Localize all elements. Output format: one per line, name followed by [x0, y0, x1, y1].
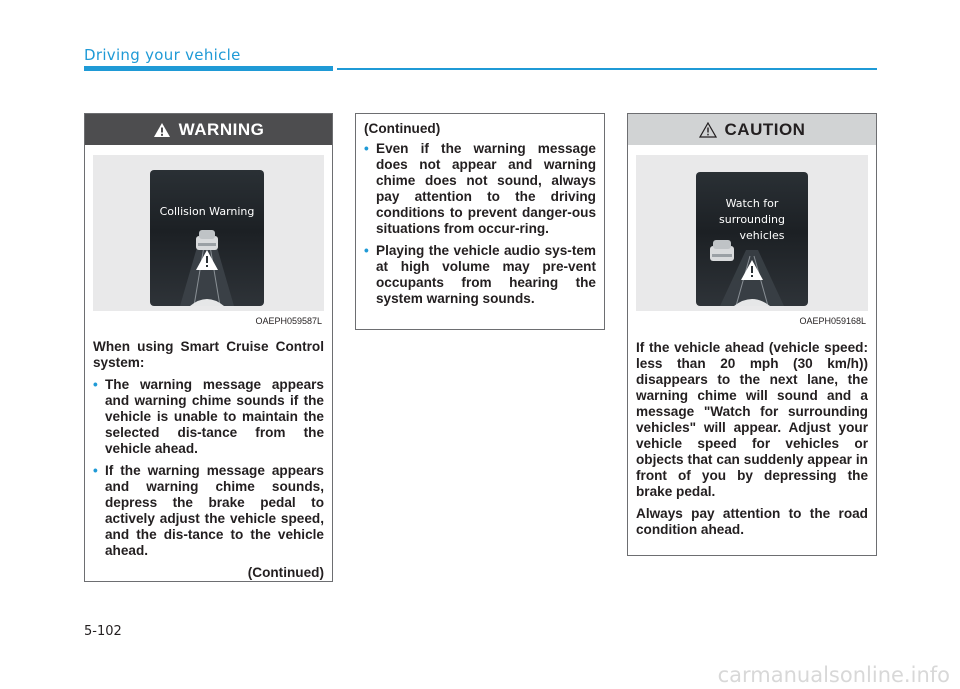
continued-bullet-list [364, 141, 596, 307]
watch-vehicles-figure [636, 155, 868, 326]
lane-scene-illustration [696, 172, 808, 306]
watermark: carmanualsonline.info [717, 663, 950, 687]
collision-warning-figure [93, 155, 324, 326]
list-item: • Playing the vehicle audio sys-tem at high volume may pre-vent occupants from hearing the system warning sounds. [364, 243, 596, 307]
continued-content [356, 114, 604, 307]
figure-code: OAEPH059587L [255, 316, 322, 326]
warning-title: WARNING [178, 119, 265, 139]
caution-box [627, 113, 877, 556]
caution-triangle-icon [699, 122, 717, 138]
cluster-display [696, 172, 808, 306]
list-item: • If the warning message appears and warning chime sounds, depress the brake pedal to actively adjust the vehicle speed, and the dis-tance to the vehicle ahead. [93, 463, 324, 559]
screen-text: Collision Warning [159, 205, 255, 218]
list-item: • Even if the warning message does not appear and warning chime does not sound, always pay attention to the driving conditions to prevent danger-ous situations from occur-ring. [364, 141, 596, 237]
screen-text-line: vehicles [739, 229, 785, 242]
list-item: • The warning message appears and warning chime sounds if the vehicle is unable to maintain the selected dis-tance from the vehicle ahead. [93, 377, 324, 457]
cluster-display [150, 170, 264, 306]
warning-intro: When using Smart Cruise Control system: [93, 339, 324, 370]
page-number: 5-102 [84, 624, 122, 639]
continued-label: (Continued) [247, 565, 324, 580]
screen-text-line: Watch for [725, 197, 779, 210]
figure-code: OAEPH059168L [799, 316, 866, 326]
header-rule-thin [337, 68, 877, 70]
caution-title: CAUTION [724, 119, 806, 139]
warning-triangle-icon [153, 122, 171, 138]
caution-header [628, 114, 876, 145]
caution-paragraph: If the vehicle ahead (vehicle speed: less than 20 mph (30 km/h)) disappears to the next lane, the warning chime will sound and a message "Watch for surrounding vehicles" will appear. Adjust your vehicle speed for vehicles or objects that can suddenly appear in front of you by depressing the brake pedal. [636, 340, 868, 499]
screen-text-line: surrounding [719, 213, 785, 226]
collision-scene-illustration [150, 170, 264, 306]
section-title: Driving your vehicle [84, 46, 241, 64]
warning-content [85, 339, 332, 581]
warning-bullet-list [93, 377, 324, 559]
caution-content [628, 340, 876, 538]
continued-heading: (Continued) [364, 121, 441, 136]
header-rule-thick [84, 66, 333, 71]
warning-header [85, 114, 332, 145]
continued-box [355, 113, 605, 330]
caution-paragraph: Always pay attention to the road condition ahead. [636, 506, 868, 537]
warning-box [84, 113, 333, 582]
